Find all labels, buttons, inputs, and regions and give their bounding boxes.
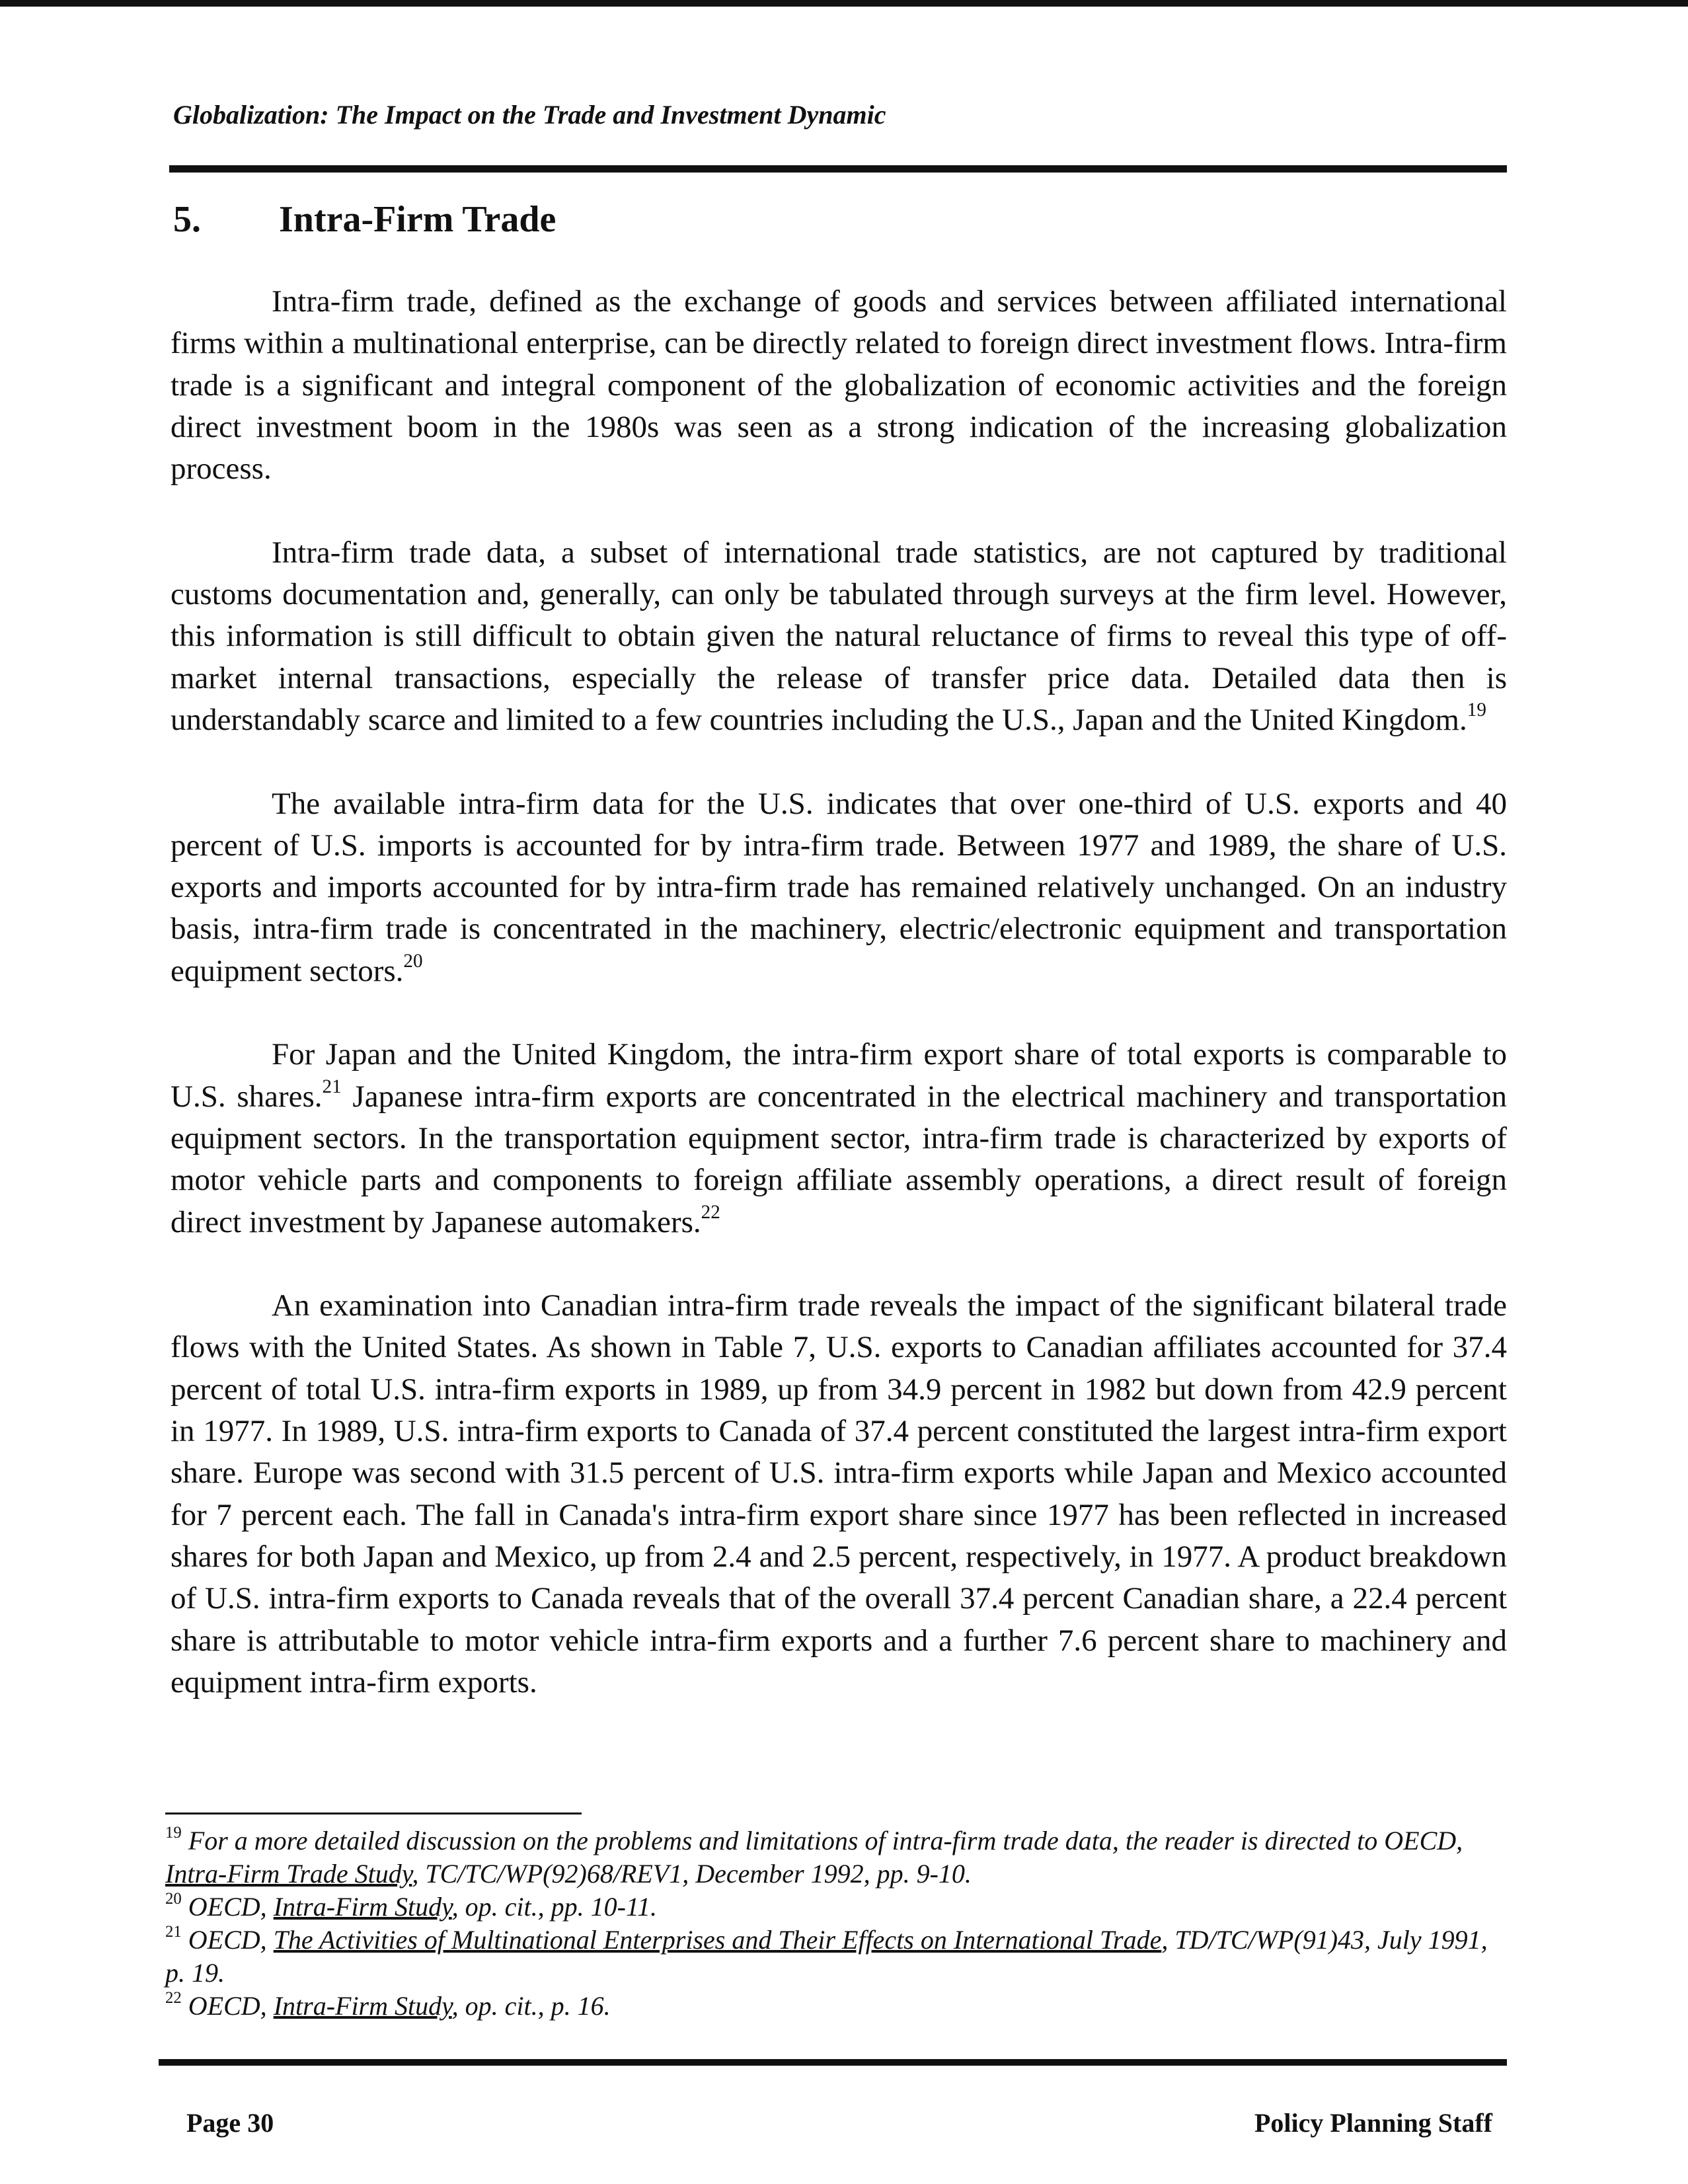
footnote bbox=[165, 1891, 1514, 1924]
footnote-text: , op. cit., p. 16. bbox=[451, 1991, 611, 2021]
footnote-text: , TC/TC/WP(92)68/REV1, December 1992, pp. 9-10. bbox=[412, 1859, 972, 1889]
footnote-reference: The Activities of Multinational Enterprises and Their Effects on International Trade bbox=[273, 1925, 1162, 1955]
footnote-marker: 22 bbox=[701, 1201, 720, 1223]
paragraph-text: The available intra-firm data for the U.S. indicates that over one-third of U.S. exports and 40 percent of U.S. imports is accounted for by intra-firm trade. Between 1977 and 1989, the share of U.S. exports and imports accounted for by intra-firm trade has remained relatively unchanged. On an industry basis, intra-firm trade is concentrated in the machinery, electric/electronic equipment and transportation equipment sectors. bbox=[171, 786, 1507, 988]
footnote-number: 19 bbox=[165, 1824, 182, 1842]
page-number: Page 30 bbox=[186, 2108, 274, 2138]
footnote-marker: 20 bbox=[403, 950, 423, 972]
footnote-reference: Intra-Firm Trade Study bbox=[165, 1859, 412, 1889]
footnote-text: OECD, bbox=[188, 1892, 274, 1922]
footnote-text: For a more detailed discussion on the problems and limitations of intra-firm trade data, the reader is directed to OECD, bbox=[188, 1826, 1463, 1855]
footnote-text: , op. cit., pp. 10-11. bbox=[451, 1892, 658, 1922]
header-rule bbox=[169, 165, 1507, 173]
paragraph-text: Intra-firm trade data, a subset of international trade statistics, are not captured by traditional customs documentation and, generally, can only be tabulated through surveys at the firm level. However, this information is still difficult to obtain given the natural reluctance of firms to reveal this type of off-market internal transactions, especially the release of transfer price data. Detailed data then is understandably scarce and limited to a few countries including the U.S., Japan and the United Kingdom. bbox=[171, 535, 1507, 737]
paragraph bbox=[171, 532, 1507, 741]
paragraph bbox=[171, 281, 1507, 490]
footnote-marker: 19 bbox=[1467, 699, 1486, 721]
footnote-text: , TD/TC/WP(91)43, July 1991, p. 19. bbox=[165, 1925, 1488, 1988]
paragraph-text: Japanese intra-firm exports are concentrated in the electrical machinery and transportation equipment sectors. In the transportation equipment sector, intra-firm trade is characterized by exports of motor vehicle parts and components to foreign affiliate assembly operations, a direct result of foreign direct investment by Japanese automakers. bbox=[171, 1079, 1507, 1239]
page-top-border bbox=[0, 0, 1688, 7]
footnote-reference: Intra-Firm Study bbox=[273, 1991, 452, 2021]
footnote bbox=[165, 1824, 1514, 1891]
paragraph bbox=[171, 783, 1507, 992]
footnote-text: OECD, bbox=[188, 1991, 274, 2021]
footnote-number: 22 bbox=[165, 1989, 182, 2008]
footnote-number: 20 bbox=[165, 1890, 182, 1908]
section-title: Intra-Firm Trade bbox=[279, 199, 556, 240]
section-number: 5. bbox=[173, 199, 201, 240]
paragraph bbox=[171, 1034, 1507, 1243]
footnote-number: 21 bbox=[165, 1923, 182, 1941]
footer-rule bbox=[159, 2059, 1507, 2066]
footnote-marker: 21 bbox=[322, 1075, 342, 1097]
footnote-text: OECD, bbox=[188, 1925, 274, 1955]
footnote-rule bbox=[165, 1813, 582, 1814]
footnotes bbox=[165, 1824, 1514, 2023]
paragraph-text: Intra-firm trade, defined as the exchange of goods and services between affiliated international firms within a multinational enterprise, can be directly related to foreign direct investment flows. Intra-firm trade is a significant and integral component of the globalization of economic activities and the foreign direct investment boom in the 1980s was seen as a strong indication of the increasing globalization process. bbox=[171, 284, 1507, 487]
paragraph-text: For Japan and the United Kingdom, the intra-firm export share of total exports is comparable to U.S. shares. bbox=[171, 1037, 1507, 1114]
running-head: Globalization: The Impact on the Trade and Investment Dynamic bbox=[173, 100, 886, 130]
footer-organization: Policy Planning Staff bbox=[1254, 2108, 1492, 2138]
section-heading bbox=[173, 198, 556, 241]
body-text bbox=[171, 281, 1507, 1703]
paragraph-text: An examination into Canadian intra-firm trade reveals the impact of the significant bilateral trade flows with the United States. As shown in Table 7, U.S. exports to Canadian affiliates accounted for 37.4 percent of total U.S. intra-firm exports in 1989, up from 34.9 percent in 1982 but down from 42.9 percent in 1977. In 1989, U.S. intra-firm exports to Canada of 37.4 percent constituted the largest intra-firm export share. Europe was second with 31.5 percent of U.S. intra-firm exports while Japan and Mexico accounted for 7 percent each. The fall in Canada's intra-firm export share since 1977 has been reflected in increased shares for both Japan and Mexico, up from 2.4 and 2.5 percent, respectively, in 1977. A product breakdown of U.S. intra-firm exports to Canada reveals that of the overall 37.4 percent Canadian share, a 22.4 percent share is attributable to motor vehicle intra-firm exports and a further 7.6 percent share to machinery and equipment intra-firm exports. bbox=[171, 1288, 1507, 1699]
paragraph bbox=[171, 1285, 1507, 1703]
footnote-reference: Intra-Firm Study bbox=[273, 1892, 452, 1922]
footnote bbox=[165, 1924, 1514, 1990]
footnote bbox=[165, 1990, 1514, 2023]
